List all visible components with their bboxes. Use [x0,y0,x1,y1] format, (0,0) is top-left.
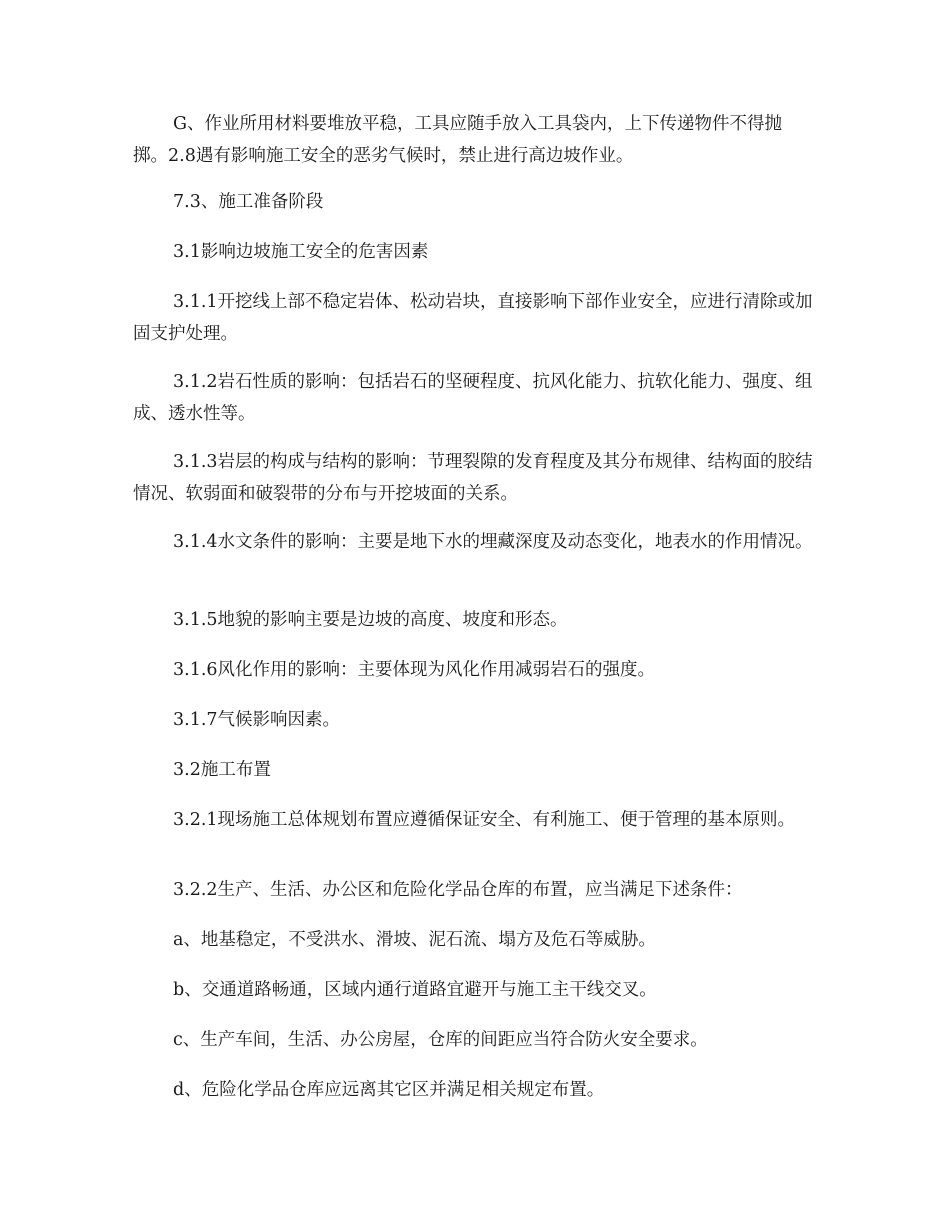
paragraph-hydrology: 3.1.4水文条件的影响：主要是地下水的埋藏深度及动态变化，地表水的作用情况。 [173,532,813,552]
section-heading-preparation: 7.3、施工准备阶段 [173,192,324,212]
paragraph-weathering: 3.1.6风化作用的影响：主要体现为风化作用减弱岩石的强度。 [173,660,656,680]
paragraph-unstable-rock: 3.1.1开挖线上部不稳定岩体、松动岩块，直接影响下部作业安全，应进行清除或加固支护处理。 [133,292,813,344]
paragraph-area-conditions: 3.2.2生产、生活、办公区和危险化学品仓库的布置，应当满足下述条件： [173,880,743,900]
paragraph-rock-structure: 3.1.3岩层的构成与结构的影响：节理裂隙的发育程度及其分布规律、结构面的胶结情况、软弱面和破裂带的分布与开挖坡面的关系。 [133,452,813,504]
list-item-b: b、交通道路畅通，区域内通行道路宜避开与施工主干线交叉。 [173,980,657,1000]
list-item-c: c、生产车间，生活、办公房屋，仓库的间距应当符合防火安全要求。 [173,1030,708,1050]
paragraph-rock-properties: 3.1.2岩石性质的影响：包括岩石的坚硬程度、抗风化能力、抗软化能力、强度、组成、透水性等。 [133,372,813,424]
list-item-a: a、地基稳定，不受洪水、滑坡、泥石流、塌方及危石等威胁。 [173,930,656,950]
subsection-heading-layout: 3.2施工布置 [173,760,271,780]
paragraph-landform: 3.1.5地貌的影响主要是边坡的高度、坡度和形态。 [173,610,568,630]
paragraph-climate: 3.1.7气候影响因素。 [173,710,341,730]
list-item-d: d、危险化学品仓库应远离其它区并满足相关规定布置。 [173,1080,605,1100]
subsection-heading-hazards: 3.1影响边坡施工安全的危害因素 [173,242,429,262]
paragraph-site-planning: 3.2.1现场施工总体规划布置应遵循保证安全、有利施工、便于管理的基本原则。 [173,810,796,830]
paragraph-weather-operations: G、作业所用材料要堆放平稳，工具应随手放入工具袋内，上下传递物件不得抛掷。2.8遇有影响施工安全的恶劣气候时，禁止进行高边坡作业。 [133,114,782,166]
